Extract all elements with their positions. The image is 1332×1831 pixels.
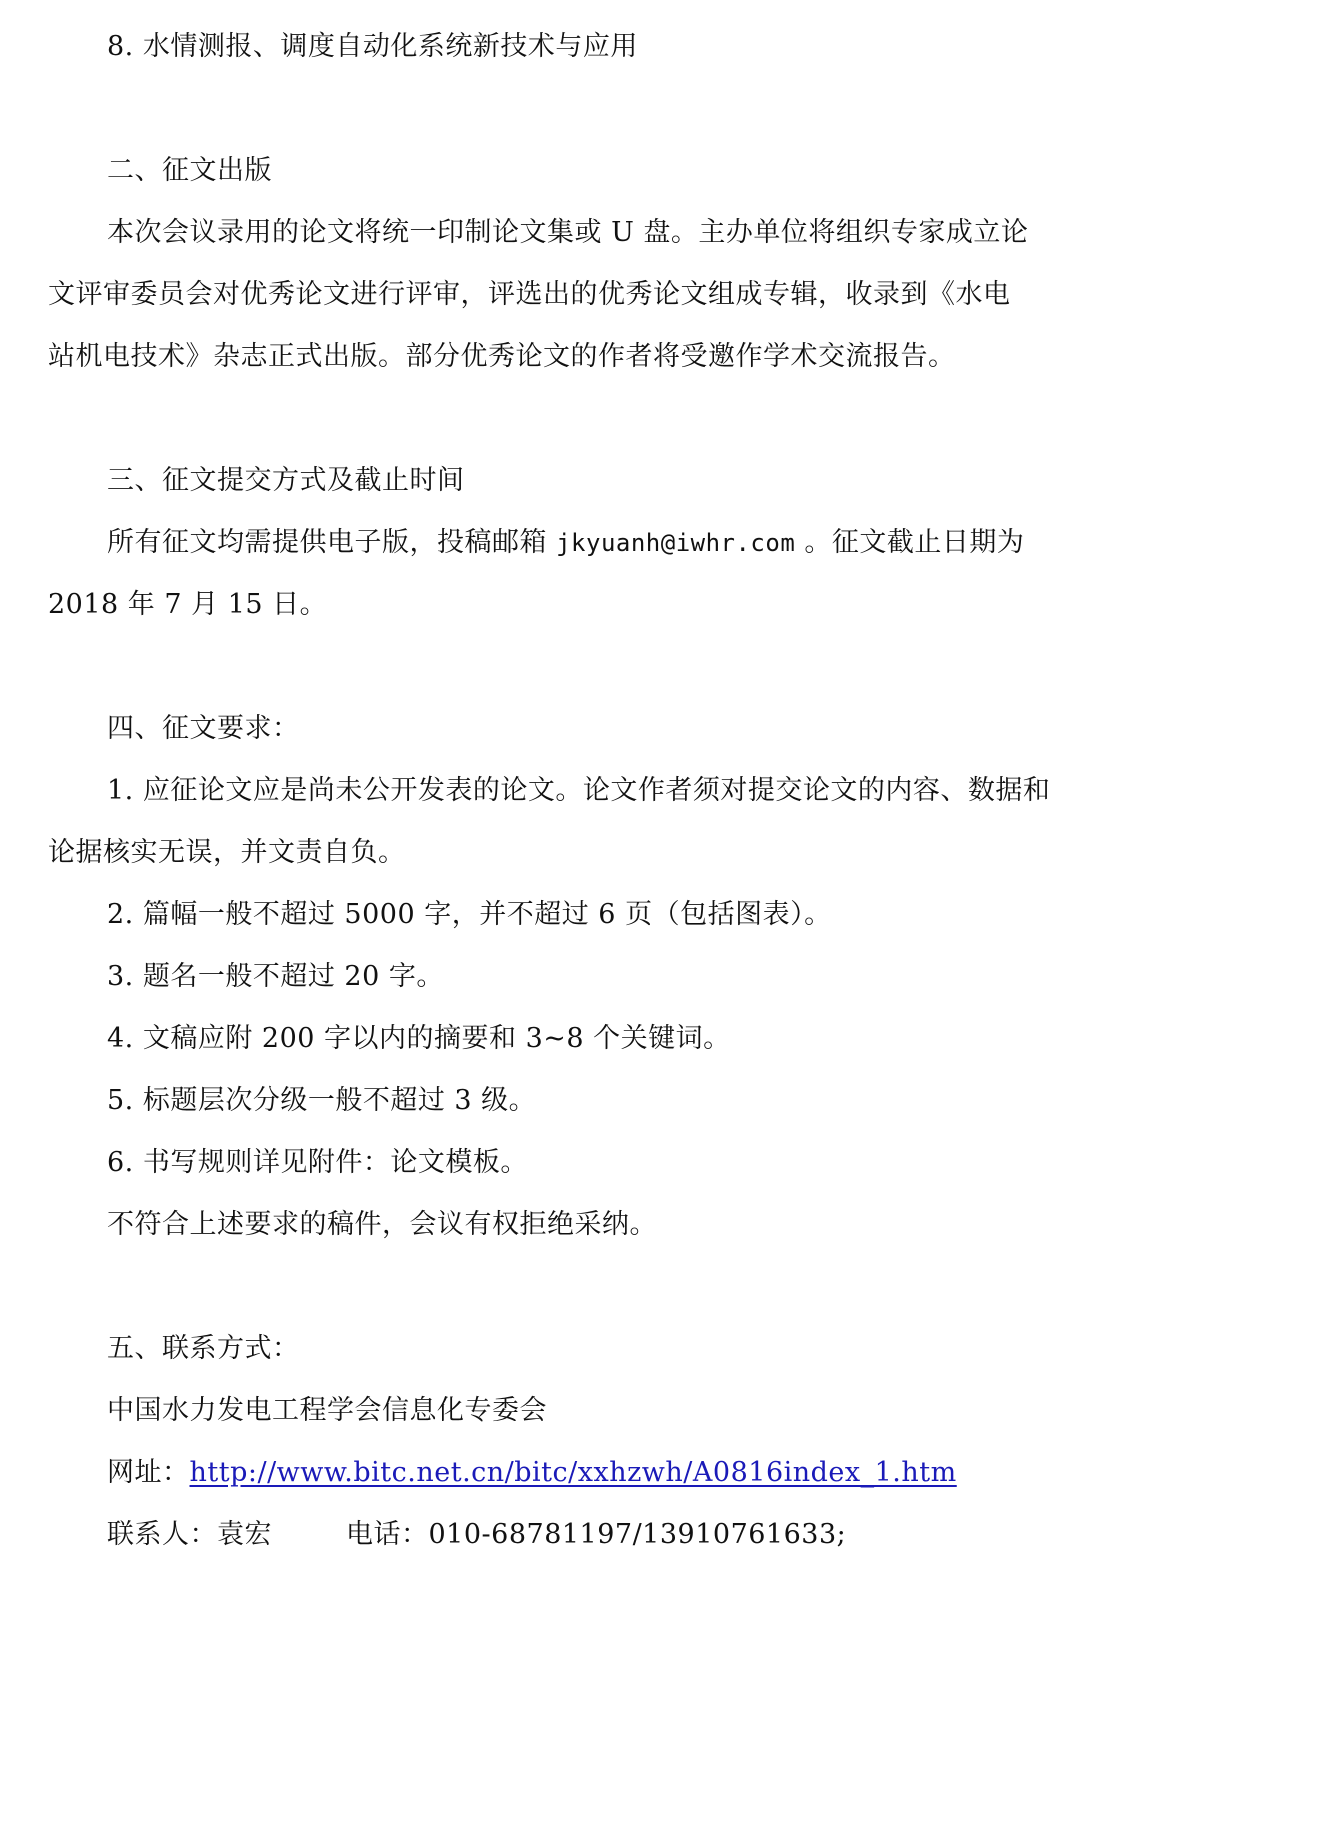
publication-paragraph-line: 站机电技术》杂志正式出版。部分优秀论文的作者将受邀作学术交流报告。 <box>48 341 956 372</box>
website-link[interactable]: http://www.bitc.net.cn/bitc/xxhzwh/A0816index_1.htm <box>189 1457 957 1488</box>
contact-person: 联系人：袁宏 <box>107 1519 272 1550</box>
website-line <box>107 1456 957 1490</box>
topic-item-8: 8. 水情测报、调度自动化系统新技术与应用 <box>107 31 638 62</box>
requirement-item: 4. 文稿应附 200 字以内的摘要和 3~8 个关键词。 <box>107 1023 731 1054</box>
requirement-item: 论据核实无误，并文责自负。 <box>48 837 406 868</box>
website-label: 网址： <box>107 1457 190 1488</box>
organization-name: 中国水力发电工程学会信息化专委会 <box>107 1395 547 1426</box>
submission-text: 。征文截止日期为 <box>795 527 1025 558</box>
requirement-item: 6. 书写规则详见附件：论文模板。 <box>107 1147 528 1178</box>
deadline-date: 2018 年 7 月 15 日。 <box>48 589 328 620</box>
submission-email: jkyuanh@iwhr.com <box>556 529 796 557</box>
submission-paragraph-line <box>107 526 1024 560</box>
publication-paragraph-line: 本次会议录用的论文将统一印制论文集或 U 盘。主办单位将组织专家成立论 <box>107 217 1029 248</box>
requirement-note: 不符合上述要求的稿件，会议有权拒绝采纳。 <box>107 1209 657 1240</box>
section-heading-publication: 二、征文出版 <box>107 155 272 186</box>
section-heading-contact: 五、联系方式： <box>107 1333 300 1364</box>
publication-paragraph-line: 文评审委员会对优秀论文进行评审，评选出的优秀论文组成专辑，收录到《水电 <box>48 279 1011 310</box>
contact-phone: 电话：010-68781197/13910761633; <box>346 1519 847 1550</box>
requirement-item: 2. 篇幅一般不超过 5000 字，并不超过 6 页（包括图表）。 <box>107 899 832 930</box>
requirement-item: 5. 标题层次分级一般不超过 3 级。 <box>107 1085 537 1116</box>
section-heading-submission: 三、征文提交方式及截止时间 <box>107 465 465 496</box>
submission-text: 所有征文均需提供电子版，投稿邮箱 <box>107 527 557 558</box>
section-heading-requirements: 四、征文要求： <box>107 713 300 744</box>
contact-line <box>107 1518 846 1552</box>
requirement-item: 3. 题名一般不超过 20 字。 <box>107 961 444 992</box>
requirement-item: 1. 应征论文应是尚未公开发表的论文。论文作者须对提交论文的内容、数据和 <box>107 775 1051 806</box>
